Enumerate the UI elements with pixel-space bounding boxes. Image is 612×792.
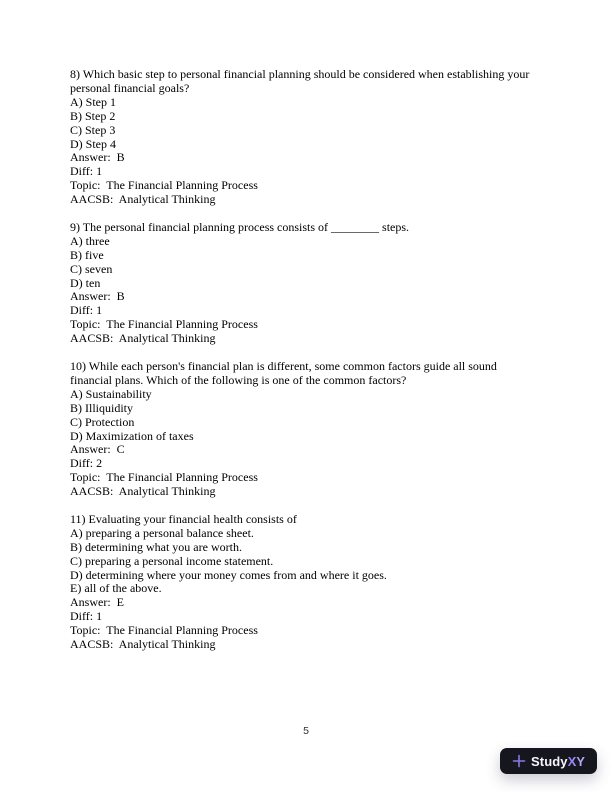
- question-meta: AACSB: Analytical Thinking: [70, 637, 216, 652]
- question-meta: Diff: 1: [70, 303, 103, 318]
- answer-option: E) all of the above.: [70, 581, 162, 596]
- question-text: 9) The personal financial planning process consists of ________ steps.: [70, 219, 410, 234]
- answer-option: C) preparing a personal income statement.: [70, 553, 274, 568]
- answer-option: C) Protection: [70, 414, 135, 429]
- question-meta: AACSB: Analytical Thinking: [70, 484, 216, 499]
- answer-option: D) ten: [70, 275, 101, 290]
- answer-option: B) determining what you are worth.: [70, 539, 242, 554]
- brand-wordmark: [531, 754, 585, 769]
- answer-option: A) three: [70, 233, 110, 248]
- answer-option: C) seven: [70, 261, 113, 276]
- question-meta: Answer: C: [70, 442, 125, 457]
- question-text: 10) While each person's financial plan is different, some common factors guide all sound financial plans. Which of the following is one of the common factors?: [70, 359, 500, 387]
- question-block: [70, 513, 541, 652]
- page-number: 5: [303, 725, 309, 737]
- brand-wordmark-primary: Study: [531, 753, 568, 769]
- question-text: 11) Evaluating your financial health consists of: [70, 511, 297, 526]
- question-list: [70, 68, 541, 666]
- question-meta: Answer: B: [70, 289, 125, 304]
- question-meta: Diff: 1: [70, 164, 103, 179]
- question-meta: Topic: The Financial Planning Process: [70, 178, 258, 193]
- question-meta: Topic: The Financial Planning Process: [70, 470, 258, 485]
- answer-option: A) Sustainability: [70, 386, 152, 401]
- question-meta: AACSB: Analytical Thinking: [70, 192, 216, 207]
- answer-option: A) preparing a personal balance sheet.: [70, 525, 254, 540]
- question-meta: Answer: E: [70, 595, 124, 610]
- answer-option: D) Step 4: [70, 136, 116, 151]
- answer-option: B) Illiquidity: [70, 400, 133, 415]
- question-block: [70, 68, 541, 207]
- question-meta: Answer: B: [70, 150, 125, 165]
- answer-option: B) five: [70, 247, 104, 262]
- plus-icon: [512, 754, 526, 768]
- answer-option: D) Maximization of taxes: [70, 428, 194, 443]
- answer-option: A) Step 1: [70, 94, 116, 109]
- answer-option: D) determining where your money comes from and where it goes.: [70, 567, 387, 582]
- question-meta: Diff: 2: [70, 456, 103, 471]
- question-block: [70, 360, 541, 499]
- answer-option: B) Step 2: [70, 108, 116, 123]
- question-text: 8) Which basic step to personal financial planning should be considered when establishing your personal financial goals?: [70, 67, 533, 95]
- brand-wordmark-accent: XY: [567, 753, 585, 769]
- question-meta: Topic: The Financial Planning Process: [70, 317, 258, 332]
- question-block: [70, 221, 541, 346]
- studyxy-badge: [500, 748, 597, 774]
- question-meta: Topic: The Financial Planning Process: [70, 623, 258, 638]
- question-meta: Diff: 1: [70, 609, 103, 624]
- question-meta: AACSB: Analytical Thinking: [70, 331, 216, 346]
- answer-option: C) Step 3: [70, 122, 116, 137]
